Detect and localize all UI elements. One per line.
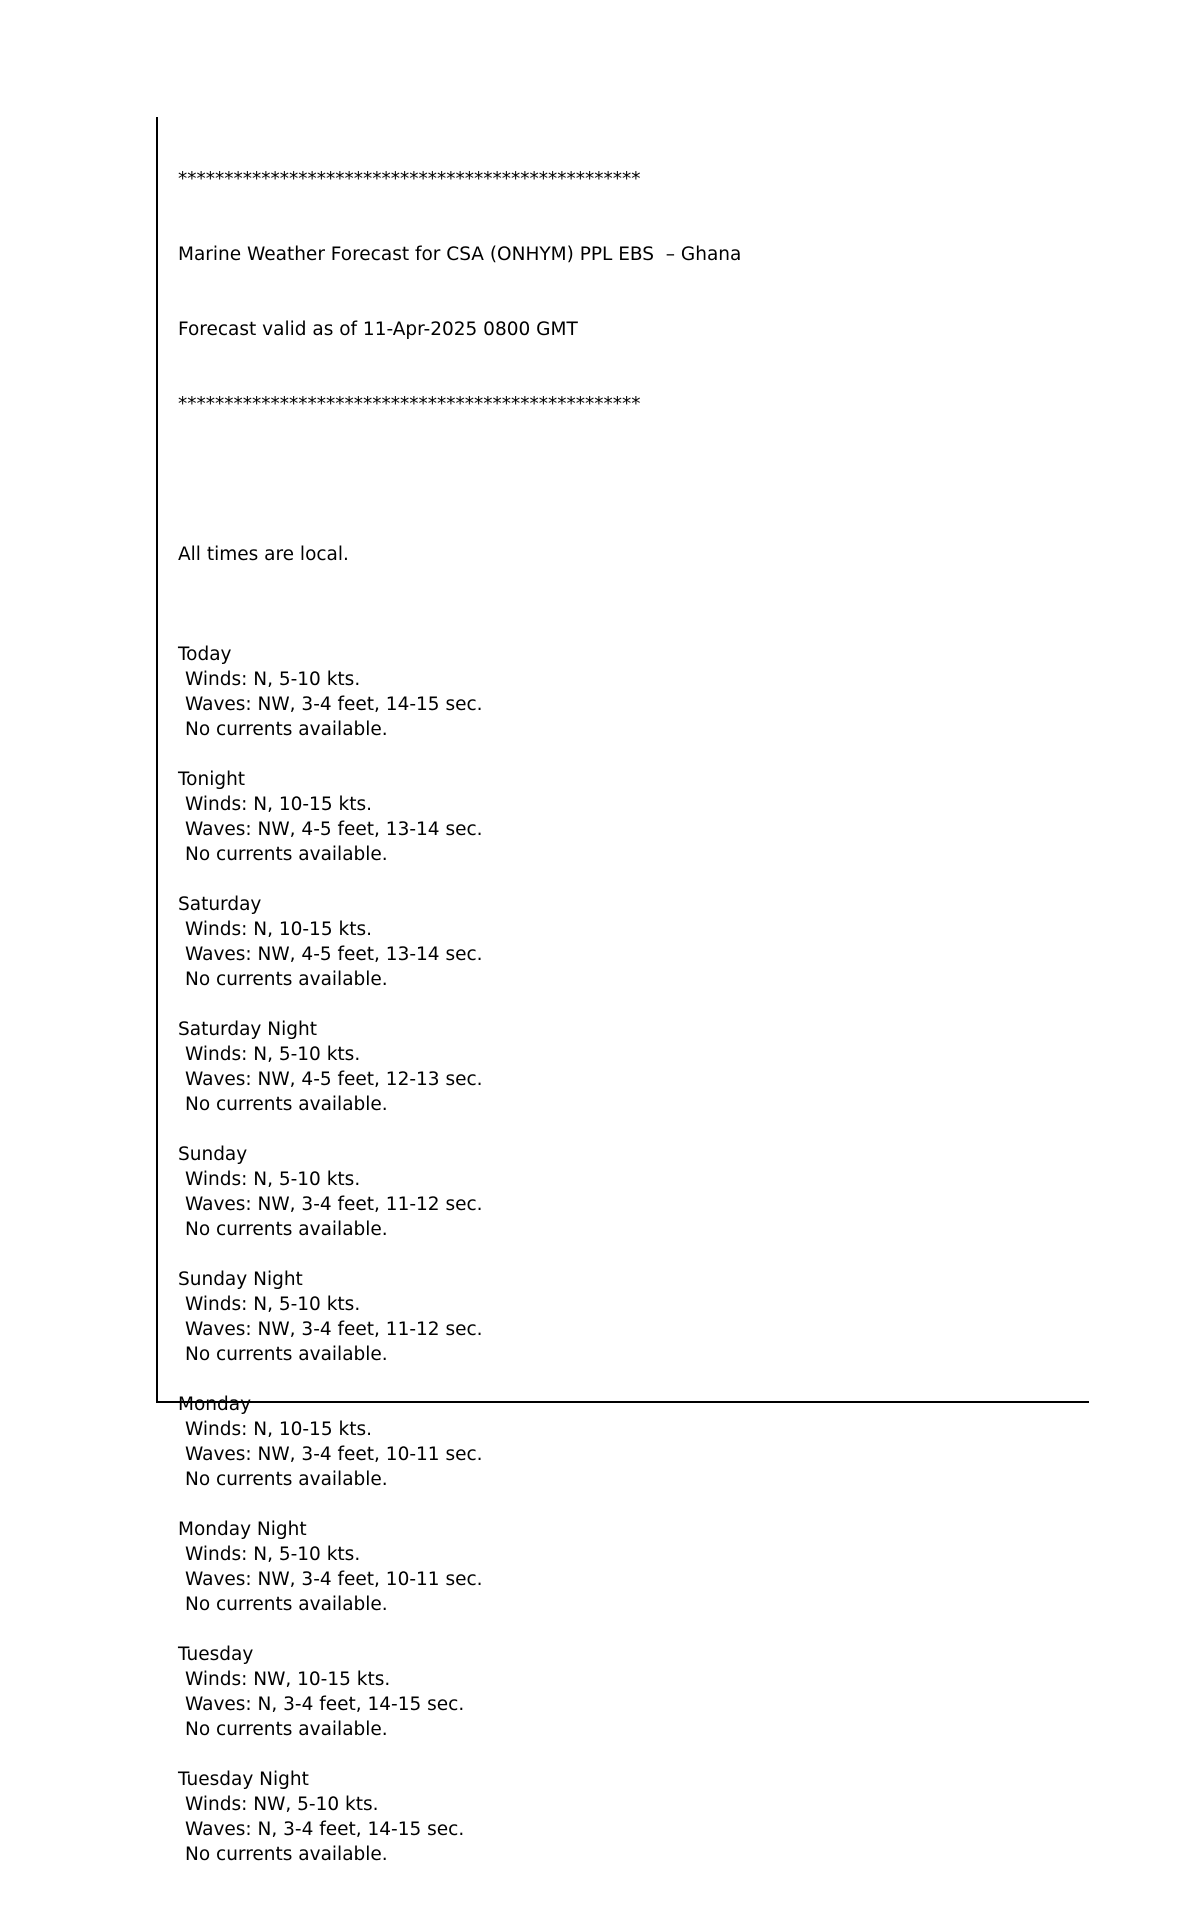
forecast-line: No currents available.	[185, 1719, 388, 1740]
forecast-valid-line: Forecast valid as of 11-Apr-2025 0800 GMT	[178, 319, 578, 340]
forecast-line: Waves: NW, 3-4 feet, 10-11 sec.	[185, 1444, 483, 1465]
section-label: Saturday Night	[178, 1019, 317, 1040]
blank-line	[178, 867, 741, 892]
divider-stars-bottom: **************************************************	[178, 394, 641, 415]
forecast-line: No currents available.	[185, 844, 388, 865]
forecast-line: No currents available.	[185, 719, 388, 740]
section-label: Sunday	[178, 1144, 248, 1165]
blank-line	[178, 992, 741, 1017]
forecast-line: No currents available.	[185, 1094, 388, 1115]
blank-line	[178, 742, 741, 767]
forecast-line: No currents available.	[185, 1844, 388, 1865]
blank-line	[178, 1367, 741, 1392]
blank-line	[178, 617, 741, 642]
blank-line	[178, 1117, 741, 1142]
forecast-line: Waves: NW, 4-5 feet, 12-13 sec.	[185, 1069, 483, 1090]
section-label: Today	[178, 644, 232, 665]
forecast-line: Winds: N, 5-10 kts.	[185, 669, 361, 690]
section-label: Monday	[178, 1394, 252, 1415]
forecast-content	[178, 117, 741, 1917]
forecast-line: Winds: N, 5-10 kts.	[185, 1169, 361, 1190]
section-label: Tuesday	[178, 1644, 254, 1665]
section-label: Tuesday Night	[178, 1769, 309, 1790]
forecast-line: No currents available.	[185, 969, 388, 990]
forecast-line: Waves: NW, 3-4 feet, 10-11 sec.	[185, 1569, 483, 1590]
divider-stars-top: **************************************************	[178, 169, 641, 190]
forecast-line: Waves: N, 3-4 feet, 14-15 sec.	[185, 1819, 465, 1840]
forecast-line: Winds: N, 5-10 kts.	[185, 1044, 361, 1065]
forecast-line: Winds: NW, 5-10 kts.	[185, 1794, 379, 1815]
times-note: All times are local.	[178, 544, 349, 565]
forecast-line: Winds: N, 10-15 kts.	[185, 794, 372, 815]
blank-line	[178, 1242, 741, 1267]
forecast-line: No currents available.	[185, 1469, 388, 1490]
blank-line	[178, 1492, 741, 1517]
forecast-line: Waves: NW, 3-4 feet, 14-15 sec.	[185, 694, 483, 715]
section-label: Saturday	[178, 894, 262, 915]
forecast-line: Winds: NW, 10-15 kts.	[185, 1669, 391, 1690]
blank-line	[178, 1617, 741, 1642]
forecast-line: Winds: N, 10-15 kts.	[185, 919, 372, 940]
forecast-line: Winds: N, 10-15 kts.	[185, 1419, 372, 1440]
forecast-line: Waves: NW, 4-5 feet, 13-14 sec.	[185, 944, 483, 965]
forecast-sections	[178, 617, 741, 1867]
forecast-title: Marine Weather Forecast for CSA (ONHYM) PPL EBS – Ghana	[178, 244, 742, 265]
forecast-line: Waves: NW, 3-4 feet, 11-12 sec.	[185, 1319, 483, 1340]
forecast-line: Winds: N, 5-10 kts.	[185, 1544, 361, 1565]
forecast-line: Waves: NW, 3-4 feet, 11-12 sec.	[185, 1194, 483, 1215]
forecast-line: No currents available.	[185, 1219, 388, 1240]
section-label: Tonight	[178, 769, 246, 790]
forecast-line: Waves: N, 3-4 feet, 14-15 sec.	[185, 1694, 465, 1715]
blank-line	[178, 1742, 741, 1767]
section-label: Sunday Night	[178, 1269, 303, 1290]
forecast-line: Waves: NW, 4-5 feet, 13-14 sec.	[185, 819, 483, 840]
forecast-line: No currents available.	[185, 1344, 388, 1365]
section-label: Monday Night	[178, 1519, 307, 1540]
forecast-line: Winds: N, 5-10 kts.	[185, 1294, 361, 1315]
blank-line	[178, 467, 741, 492]
forecast-line: No currents available.	[185, 1594, 388, 1615]
